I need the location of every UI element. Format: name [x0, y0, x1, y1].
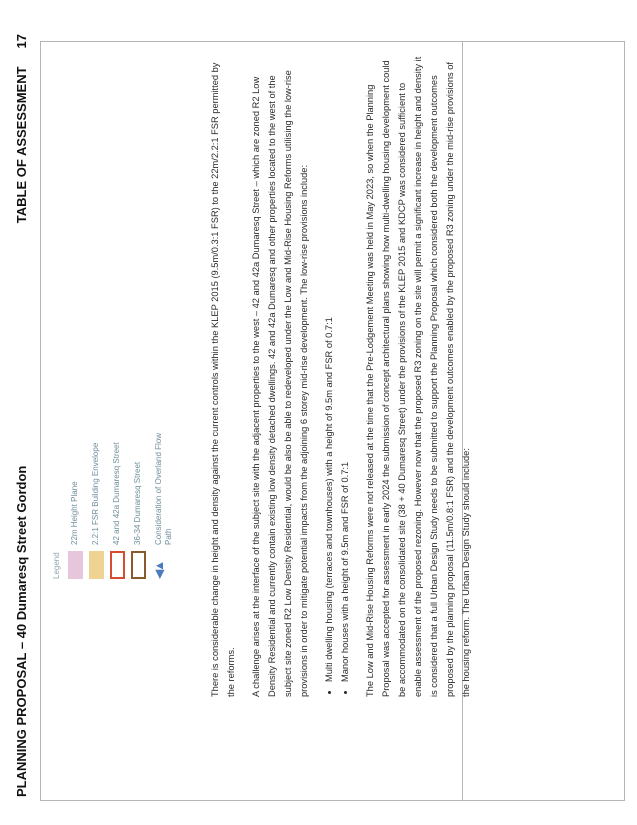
legend-label: Consideration of Overland Flow Path — [154, 432, 173, 545]
legend-item-36-34-dumaresq — [131, 349, 149, 579]
pink-swatch-icon — [68, 551, 83, 579]
section-header — [14, 34, 29, 223]
brown-outline-swatch-icon — [131, 551, 146, 579]
list-item: • Manor houses with a height of 9.5m and FSR of 0.7:1 — [337, 55, 353, 682]
legend-title: Legend — [52, 552, 61, 579]
legend-item-42-dumaresq — [110, 349, 128, 579]
red-outline-swatch-icon — [110, 551, 125, 579]
bullet-list — [321, 55, 353, 697]
page-number: 17 — [14, 34, 29, 49]
paragraph: The Low and Mid-Rise Housing Reforms were not released at the time that the Pre-Lodgement Meeting was held in May 2023, so when the Planning Proposal was accepted for assessment in early 2024 the submission of concept architectural plans showing how multi-dwelling housing development could be accommodated on the consolidated site (38 + 40 Dumaresq Street) under the provisions of the KLEP 2015 and KDCP was considered sufficient to enable assessment of the proposed rezoning. However now that the proposed R3 zoning on the site will permit a significant increase in height and density it is considered that a full Urban Design Study needs to be submitted to support the Planning Proposal which considered both the development outcomes proposed by the planning proposal (11.5m/0.8:1 FSR) and the development outcomes enabled by the proposed R3 zoning under the mid-rise provisions of the housing reform. The Urban Design Study should include: — [365, 56, 471, 697]
section-title: TABLE OF ASSESSMENT — [14, 66, 29, 224]
legend-label: 2.2:1 FSR Building Envelope — [91, 442, 100, 545]
legend-label: 22m Height Plane — [70, 481, 79, 545]
flow-arrows-icon: ◀▲ — [152, 561, 166, 579]
paragraph: There is considerable change in height and density against the current controls within the KLEP 2015 (9.5m/0.3:1 FSR) to the 22m/2.2:1 FSR permitted by the reforms. — [210, 62, 236, 697]
legend-item-overland-flow — [152, 349, 173, 579]
legend-item-building-envelope — [89, 349, 107, 579]
list-item: • Multi dwelling housing (terraces and townhouses) with a height of 9.5m and FSR of 0.7:1 — [321, 55, 337, 682]
document-title: PLANNING PROPOSAL – 40 Dumaresq Street Gordon — [14, 465, 29, 797]
assessment-text — [207, 55, 483, 697]
legend-label: 42 and 42a Dumaresq Street — [112, 442, 121, 545]
legend-item-height-plane — [68, 349, 86, 579]
yellow-swatch-icon — [89, 551, 104, 579]
paragraph: A challenge arises at the interface of the subject site with the adjacent properties to the west – 42 and 42a Dumaresq Street – which are zoned R2 Low Density Residential and currently contain existing low density detached dwellings. 42 and 42a Dumaresq and other properties located to the west of the subject site zoned R2 Low Density Residential, would be also be able to redeveloped under the Low and Mid-Rise Housing Reforms utilising the low-rise provisions in order to mitigate potential impacts from the adjoining 6 storey mid-rise development. The low-rise provisions include: — [251, 70, 309, 697]
legend-label: 36-34 Dumaresq Street — [133, 461, 142, 545]
legend — [52, 349, 172, 579]
